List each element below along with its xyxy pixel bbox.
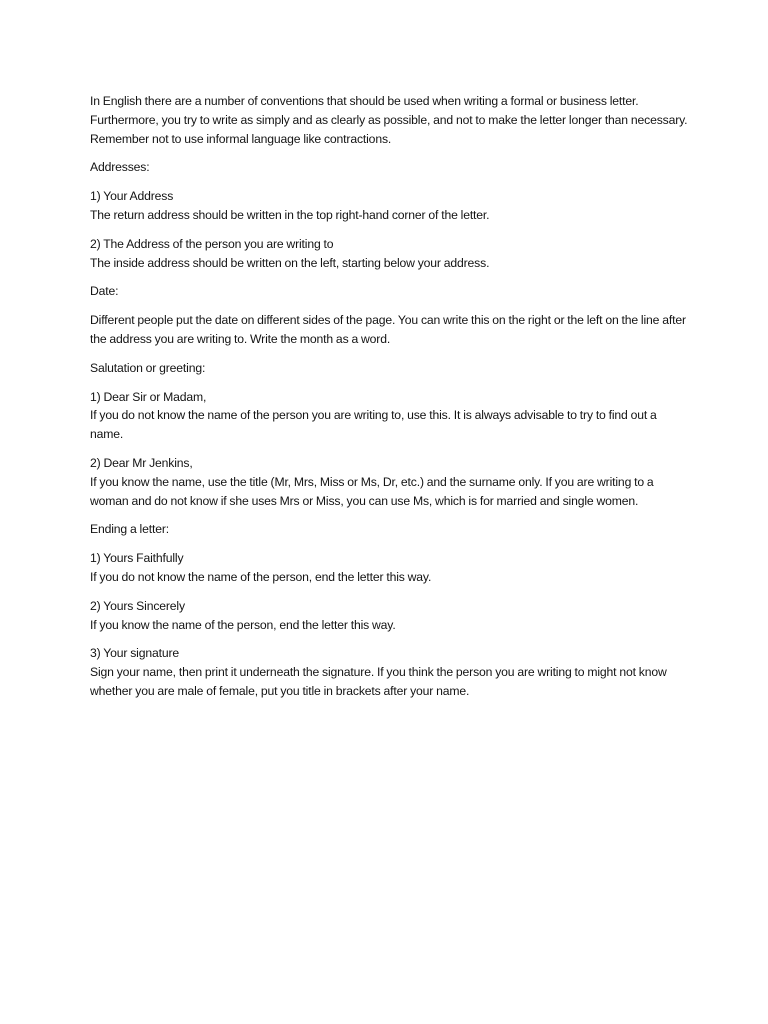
ending-item-title: 1) Yours Faithfully — [90, 551, 184, 566]
date-heading: Date: — [90, 284, 119, 299]
salutation-item-description: If you know the name, use the title (Mr, Mrs, Miss or Ms, Dr, etc.) and the surname only. If you are writing to a woman and do not know if she uses Mrs or Miss, you can use Ms, which is for married and single women. — [90, 474, 654, 508]
ending-heading: Ending a letter: — [90, 522, 169, 537]
salutation-item-dear-mr — [90, 454, 690, 510]
date-paragraph: Different people put the date on different sides of the page. You can write this on the right or the left on the line after the address you are writing to. Write the month as a word. — [90, 313, 686, 346]
intro-paragraph: In English there are a number of conventions that should be used when writing a formal or business letter. Furthermore, you try to write as simply and as clearly as possible, and not to make the letter longer than necessary. Remember not to use informal language like contractions. — [90, 94, 688, 146]
ending-item-description: If you do not know the name of the person, end the letter this way. — [90, 569, 432, 584]
salutation-item-description: If you do not know the name of the person you are writing to, use this. It is always advisable to try to find out a name. — [90, 408, 657, 442]
salutation-item-dear-sir — [90, 388, 690, 444]
salutation-item-title: 1) Dear Sir or Madam, — [90, 389, 207, 404]
address-item-recipient-address — [90, 235, 690, 273]
ending-item-your-signature — [90, 644, 690, 700]
salutation-item-title: 2) Dear Mr Jenkins, — [90, 455, 193, 470]
address-item-your-address — [90, 187, 690, 225]
address-item-title: 2) The Address of the person you are writing to — [90, 236, 334, 251]
document-page — [90, 92, 690, 701]
ending-item-title: 2) Yours Sincerely — [90, 598, 185, 613]
ending-item-description: If you know the name of the person, end the letter this way. — [90, 617, 396, 632]
ending-item-yours-faithfully — [90, 549, 690, 587]
address-item-title: 1) Your Address — [90, 189, 174, 204]
ending-item-description: Sign your name, then print it underneath the signature. If you think the person you are writing to might not know whether you are male of female, put you title in brackets after your name. — [90, 665, 667, 698]
ending-item-title: 3) Your signature — [90, 646, 179, 661]
address-item-description: The inside address should be written on the left, starting below your address. — [90, 255, 490, 270]
salutation-heading: Salutation or greeting: — [90, 360, 206, 375]
addresses-heading: Addresses: — [90, 160, 150, 175]
address-item-description: The return address should be written in the top right-hand corner of the letter. — [90, 207, 490, 222]
ending-item-yours-sincerely — [90, 597, 690, 635]
